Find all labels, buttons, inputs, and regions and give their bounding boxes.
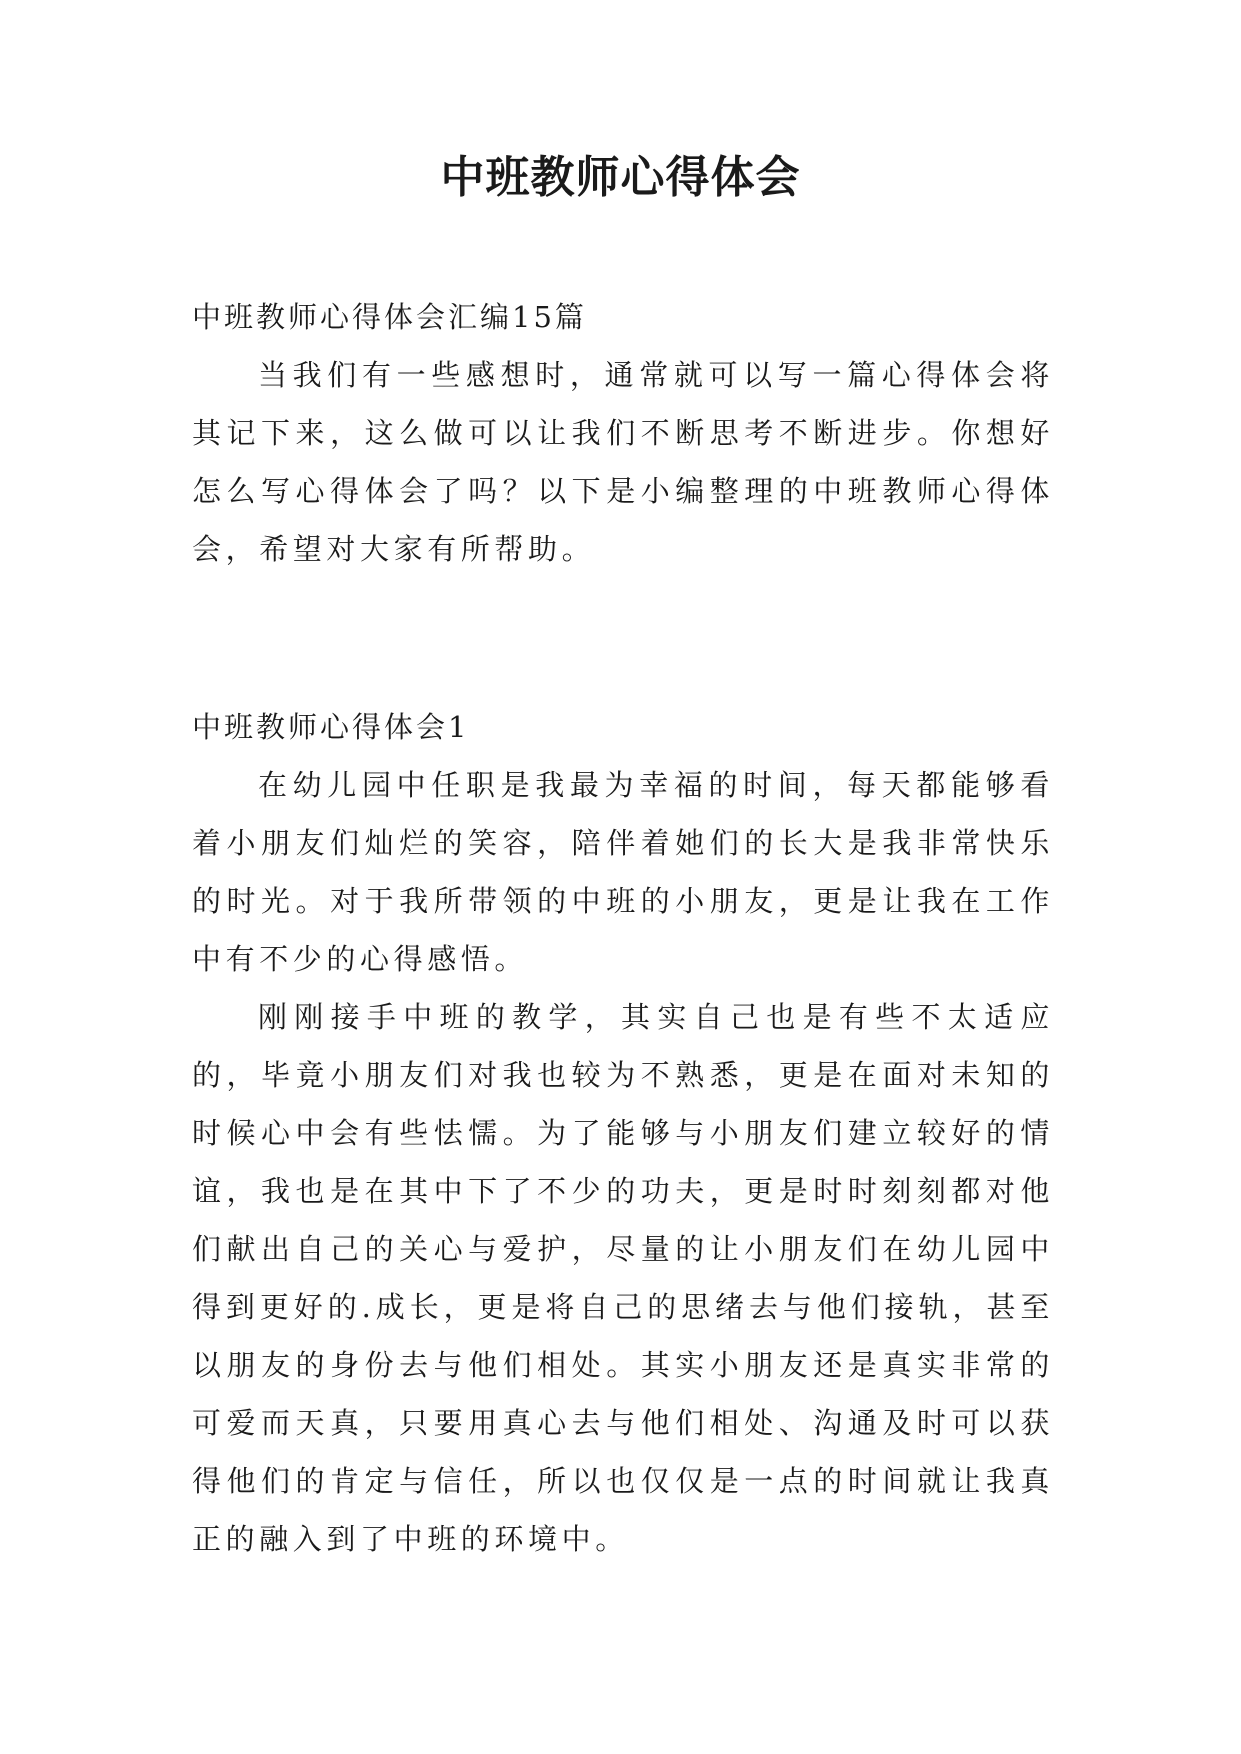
section-paragraph: 刚刚接手中班的教学，其实自己也是有些不太适应的，毕竟小朋友们对我也较为不熟悉，更是在面对未知的时候心中会有些怯懦。为了能够与小朋友们建立较好的情谊，我也是在其中下了不少的功夫，更是时时刻刻都对他们献出自己的关心与爱护，尽量的让小朋友们在幼儿园中得到更好的.成长，更是将自己的思绪去与他们接轨，甚至以朋友的身份去与他们相处。其实小朋友还是真实非常的可爱而天真，只要用真心去与他们相处、沟通及时可以获得他们的肯定与信任，所以也仅仅是一点的时间就让我真正的融入到了中班的环境中。 xyxy=(192,1000,1054,1556)
section-heading: 中班教师心得体会1 xyxy=(192,710,470,744)
document-subtitle: 中班教师心得体会汇编15篇 xyxy=(192,300,587,334)
document-title: 中班教师心得体会 xyxy=(440,152,801,203)
intro-paragraph: 当我们有一些感想时，通常就可以写一篇心得体会将其记下来，这么做可以让我们不断思考不断进步。你想好怎么写心得体会了吗？以下是小编整理的中班教师心得体会，希望对大家有所帮助。 xyxy=(192,358,1054,566)
section-paragraph: 在幼儿园中任职是我最为幸福的时间，每天都能够看着小朋友们灿烂的笑容，陪伴着她们的长大是我非常快乐的时光。对于我所带领的中班的小朋友，更是让我在工作中有不少的心得感悟。 xyxy=(192,768,1054,976)
intro-block xyxy=(192,288,1054,578)
section-1 xyxy=(192,698,1054,1568)
